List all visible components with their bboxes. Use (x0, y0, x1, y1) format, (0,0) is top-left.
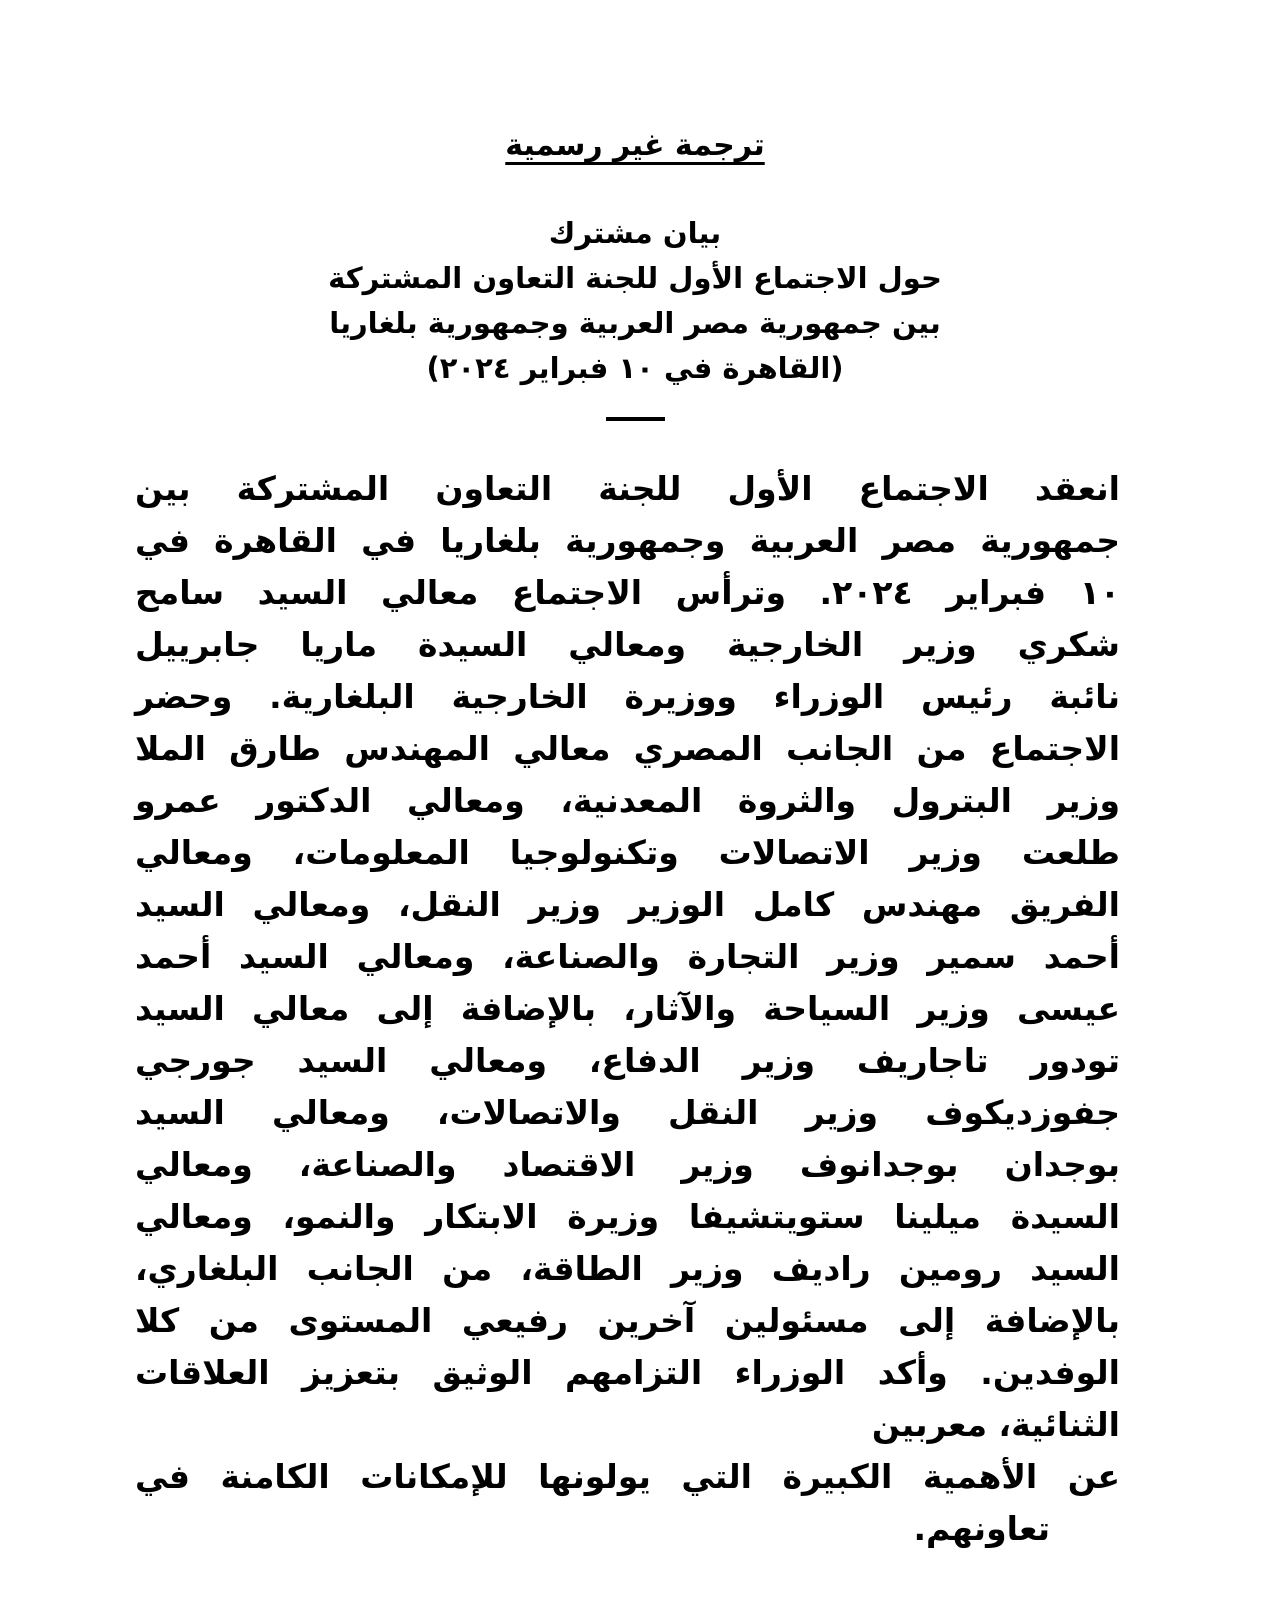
body-line: تعاونهم. (913, 1509, 1050, 1548)
subtitle-block (0, 211, 1270, 391)
body-line: الوفدين. وأكد الوزراء التزامهم الوثيق بتعزيز العلاقات (135, 1353, 1120, 1392)
body-line: جفوزديكوف وزير النقل والاتصالات، ومعالي السيد (135, 1093, 1120, 1132)
body-line: بالإضافة إلى مسئولين آخرين رفيعي المستوى من كلا (135, 1301, 1120, 1340)
document-title: ترجمة غير رسمية (505, 128, 765, 163)
body-line: انعقد الاجتماع الأول للجنة التعاون المشتركة بين (135, 469, 1120, 508)
body-line: الاجتماع من الجانب المصري معالي المهندس طارق الملا (135, 729, 1120, 768)
subtitle-line: بيان مشترك (548, 216, 722, 250)
body-line: أحمد سمير وزير التجارة والصناعة، ومعالي السيد أحمد (135, 937, 1120, 976)
divider-rule (606, 417, 665, 421)
body-line: وزير البترول والثروة المعدنية، ومعالي الدكتور عمرو (135, 781, 1120, 820)
body-line: شكري وزير الخارجية ومعالي السيدة ماريا جابرييل (135, 625, 1120, 664)
body-line: الفريق مهندس كامل الوزير وزير النقل، ومعالي السيد (135, 885, 1120, 924)
body-line: الثنائية، معربين (871, 1405, 1120, 1444)
body-line: طلعت وزير الاتصالات وتكنولوجيا المعلومات، ومعالي (135, 833, 1120, 872)
body-line: عيسى وزير السياحة والآثار، بالإضافة إلى معالي السيد (135, 989, 1120, 1028)
body-line: نائبة رئيس الوزراء ووزيرة الخارجية البلغارية. وحضر (135, 677, 1120, 716)
body-line: السيد رومين راديف وزير الطاقة، من الجانب البلغاري، (135, 1249, 1120, 1288)
subtitle-line: بين جمهورية مصر العربية وجمهورية بلغاريا (329, 306, 941, 340)
body-line: بوجدان بوجدانوف وزير الاقتصاد والصناعة، ومعالي (135, 1145, 1120, 1184)
body-line: ١٠ فبراير ٢٠٢٤. وترأس الاجتماع معالي السيد سامح (135, 573, 1120, 612)
body-paragraph (135, 463, 1120, 1555)
subtitle-line: (القاهرة في ١٠ فبراير ٢٠٢٤) (426, 351, 844, 385)
body-line: جمهورية مصر العربية وجمهورية بلغاريا في القاهرة في (135, 521, 1120, 560)
body-line: عن الأهمية الكبيرة التي يولونها للإمكانات الكامنة في (135, 1457, 1120, 1496)
subtitle-line: حول الاجتماع الأول للجنة التعاون المشتركة (328, 261, 942, 295)
body-line: السيدة ميلينا ستويتشيفا وزيرة الابتكار والنمو، ومعالي (135, 1197, 1120, 1236)
body-line: تودور تاجاريف وزير الدفاع، ومعالي السيد جورجي (135, 1041, 1120, 1080)
